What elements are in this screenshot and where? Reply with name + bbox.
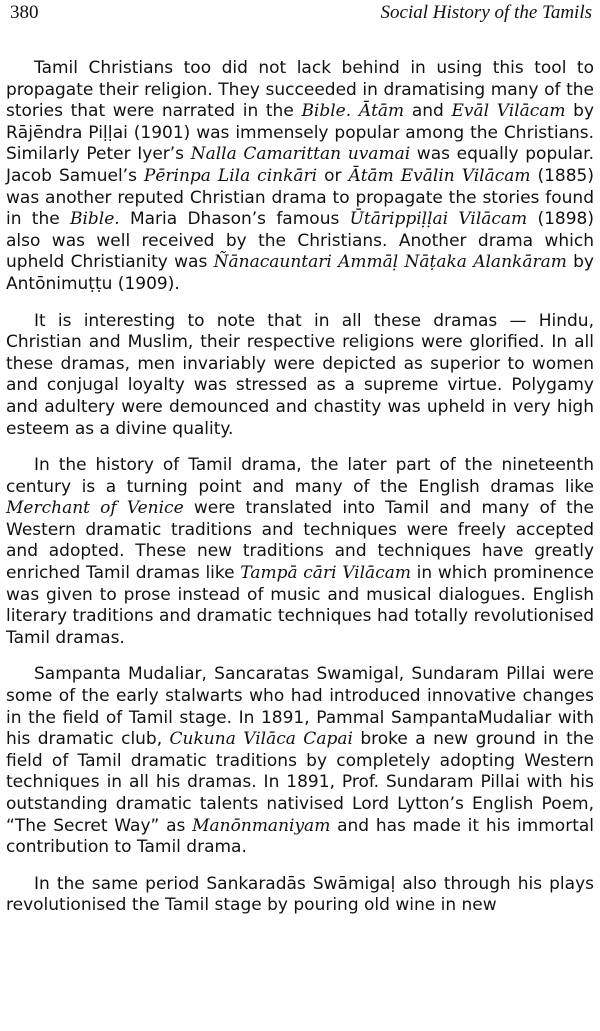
- italic-title-text: Evāl Vilācam: [451, 101, 566, 122]
- paragraph-text: Maria Dhason’s famous: [119, 209, 350, 230]
- paragraph-text: by Rājēndra Piḷḷai (1901) was immensely popular among the Christians. Similarly Peter Iyer’s: [6, 101, 595, 165]
- italic-title-text: Cukuna Vilāca Capai: [169, 729, 353, 750]
- paragraph-text: In the history of Tamil drama, the later part of the nineteenth century is a turning point and many of the English dramas like: [6, 455, 594, 497]
- italic-title-text: Ātām: [358, 101, 405, 122]
- paragraph-text: broke a new ground in the field of Tamil dramatic traditions by completely adopting Western techniques in all his dramas. In 1891, Prof. Sundaram Pillai with his outstanding dramatic talents nativised Lord Lytton’s English Poem, “The Secret Way” as: [6, 729, 594, 836]
- italic-title-text: Bible.: [301, 101, 352, 122]
- italic-title-text: Ūtārippiḷḷai Vilācam: [349, 209, 528, 230]
- paragraph-2: [6, 311, 594, 441]
- paragraph-5: [6, 874, 594, 917]
- italic-title-text: Nalla Camarittan uvamai: [190, 144, 411, 165]
- italic-title-text: Ñānacauntari Ammāḷ Nāṭaka Alankāram: [213, 252, 567, 273]
- paragraph-text: (1885) was another reputed Christian drama to propagate the stories found in the: [6, 165, 594, 230]
- paragraph-text: was equally popular. Jacob Samuel’s: [6, 144, 594, 186]
- paragraph-text: in which prominence was given to prose instead of music and musical dialogues. English literary traditions and dramatic techniques had totally revolutionised Tamil dramas.: [6, 563, 595, 648]
- italic-title-text: Bible.: [69, 209, 120, 230]
- paragraph-text: [351, 101, 359, 121]
- italic-title-text: Tampā cāri Vilācam: [240, 563, 411, 584]
- paragraph-1: [6, 58, 594, 296]
- paragraph-text: by Antōnimuṭṭu (1909).: [6, 252, 594, 294]
- paragraph-text: or: [317, 165, 349, 186]
- italic-title-text: Pērinpa Lila cinkāri: [143, 165, 318, 186]
- italic-title-text: Manōnmaniyam: [192, 815, 331, 836]
- paragraph-3: [6, 455, 594, 649]
- body-text: [6, 58, 594, 917]
- paragraph-text: and has made it his immortal contribution to Tamil drama.: [6, 815, 594, 858]
- paragraph-text: (1898) also was well received by the Christians. Another drama which upheld Christianity was: [6, 209, 594, 273]
- paragraph-text: Tamil Christians too did not lack behind in using this tool to propagate their religion. They succeeded in dramatising many of the stories that were narrated in the: [6, 58, 594, 122]
- italic-title-text: Ātām Evālin Vilācam: [348, 165, 531, 186]
- paragraph-text: and: [404, 101, 452, 122]
- paragraph-4: [6, 664, 594, 858]
- paragraph-text: It is interesting to note that in all these dramas — Hindu, Christian and Muslim, their respective religions were glorified. In all these dramas, men invariably were depicted as superior to women and conjugal loyalty was stressed as a supreme virtue. Polygamy and adultery were demounced and chastity was upheld in very high esteem as a divine quality.: [6, 310, 594, 439]
- paragraph-text: In the same period Sankaradās Swāmigaḷ also through his plays revolutionised the Tamil stage by pouring old wine in new: [6, 873, 594, 916]
- running-title: Social History of the Tamils: [380, 2, 592, 23]
- paragraph-text: Sampanta Mudaliar, Sancaratas Swamigal, Sundaram Pillai were some of the early stalwarts who had introduced innovative changes in the field of Tamil stage. In 1891, Pammal SampantaMudaliar with his dramatic club,: [6, 664, 594, 750]
- page-number: 380: [10, 2, 39, 23]
- italic-title-text: Merchant of Venice: [6, 498, 184, 519]
- paragraph-text: were translated into Tamil and many of the Western dramatic traditions and techniques were freely accepted and adopted. These new traditions and techniques have greatly enriched Tamil dramas like: [6, 498, 594, 584]
- page-header: [10, 2, 592, 32]
